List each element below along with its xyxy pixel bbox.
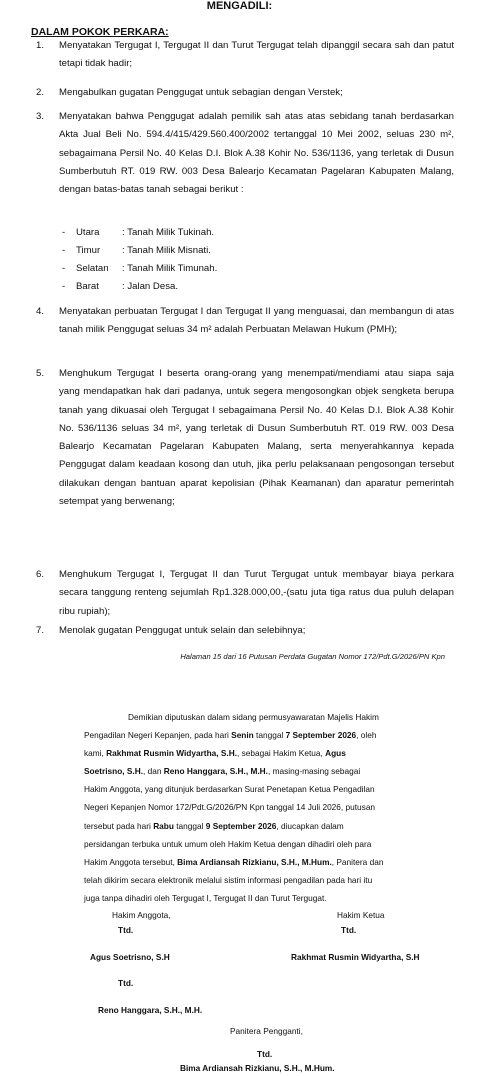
- anggota2-name: Reno Hanggara, S.H., M.H.: [98, 1005, 203, 1015]
- page-footer: Halaman 15 dari 16 Putusan Perdata Gugatan Nomor 172/Pdt.G/2026/PN Kpn: [180, 652, 445, 661]
- boundary-item: - Selatan : Tanah Milik Timunah.: [62, 263, 218, 274]
- page-title: MENGADILI:: [206, 0, 273, 12]
- item-number: 6.: [36, 569, 45, 580]
- ttd-anggota1: Ttd.: [118, 925, 134, 935]
- item-number: 4.: [36, 306, 45, 317]
- hakim-ketua-label: Hakim Ketua: [337, 910, 385, 920]
- item-number: 7.: [36, 625, 45, 636]
- item-number: 1.: [36, 40, 45, 51]
- panitera-name: Bima Ardiansah Rizkianu, S.H., M.Hum.: [180, 1063, 335, 1073]
- section-heading: DALAM POKOK PERKARA:: [31, 26, 169, 38]
- closing-paragraph: Demikian diputuskan dalam sidang permusyawaratan Majelis Hakim Pengadilan Negeri Kepanjen, pada hari Senin tanggal 7 September 2026, oleh kami, Rakhmat Rusmin Widyartha, S.H., sebagai Hakim Ketua, Agus Soetrisno, S.H., dan Reno Hanggara, S.H., M.H., masing-masing sebagai Hakim Anggota, yang ditunjuk berdasarkan Surat Penetapan Ketua Pengadilan Negeri Kepanjen Nomor 172/Pdt.G/2026/PN Kpn tanggal 14 Juli 2026, putusan tersebut pada hari Rabu tanggal 9 September 2026, diucapkan dalam persidangan terbuka untuk umum oleh Hakim Ketua dengan dihadiri oleh para Hakim Anggota tersebut, Bima Ardiansah Rizkianu, S.H., M.Hum., Panitera dan telah dikirim secara elektronik melalui sistim informasi pengadilan pada hari itu juga tanpa dihadiri oleh Tergugat I, Tergugat II dan Turut Tergugat.: [84, 712, 384, 903]
- item-number: 3.: [36, 111, 45, 122]
- item-text: Menghukum Tergugat I beserta orang-orang yang menempati/mendiami atau siapa saja yang mendapatkan hak dari padanya, untuk segera mengosongkan objek sengketa berupa tanah yang dikuasai oleh Tergugat I sebagaimana Persil No. 40 Kelas D.I. Blok A.38 Kohir No. 536/1136 seluas 34 m², yang terletak di Dusun Sumberbutuh RT. 019 RW. 003 Desa Balearjo Kecamatan Pagelaran Kabupaten Malang, serta menyerahkannya kepada Penggugat dalam keadaan kosong dan utuh, jika perlu pelaksanaan pengosongan tersebut dilakukan dengan bantuan aparat kepolisian (Pihak Keamanan) dan aparatur pemerintah setempat yang berwenang;: [59, 368, 454, 508]
- item-number: 5.: [36, 368, 45, 379]
- boundary-list: [62, 224, 217, 296]
- hakim-anggota-label: Hakim Anggota,: [112, 910, 171, 920]
- ttd-anggota2: Ttd.: [118, 978, 134, 988]
- anggota1-name: Agus Soetrisno, S.H: [90, 952, 170, 962]
- item-text: Menyatakan Tergugat I, Tergugat II dan Turut Tergugat telah dipanggil secara sah dan patut tetapi tidak hadir;: [59, 40, 454, 70]
- item-text: Menyatakan bahwa Penggugat adalah pemilik sah atas atas sebidang tanah berdasarkan Akta Jual Beli No. 594.4/415/429.560.400/2002 tertanggal 10 Mei 2002, seluas 230 m², sebagaimana Persil No. 40 Kelas D.I. Blok A.38 Kohir No. 536/1136, yang terletak di Dusun Sumberbutuh RT. 019 RW. 003 Desa Balearjo Kecamatan Pagelaran Kabupaten Malang, dengan batas-batas tanah sebagai berikut :: [59, 111, 454, 196]
- item-number: 2.: [36, 87, 45, 98]
- boundary-item: - Utara : Tanah Milik Tukinah.: [62, 227, 215, 238]
- ketua-name: Rakhmat Rusmin Widyartha, S.H: [291, 952, 420, 962]
- boundary-item: - Barat : Jalan Desa.: [62, 281, 178, 292]
- item-text: Menyatakan perbuatan Tergugat I dan Tergugat II yang menguasai, dan membangun di atas tanah milik Penggugat seluas 34 m² adalah Perbuatan Melawan Hukum (PMH);: [59, 306, 454, 336]
- boundary-item: - Timur : Tanah Milik Misnati.: [62, 245, 211, 256]
- panitera-label: Panitera Pengganti,: [230, 1026, 303, 1036]
- item-text: Mengabulkan gugatan Penggugat untuk sebagian dengan Verstek;: [59, 87, 343, 98]
- item-text: Menolak gugatan Penggugat untuk selain dan selebihnya;: [59, 625, 306, 636]
- ttd-panitera: Ttd.: [257, 1049, 273, 1059]
- ttd-ketua: Ttd.: [341, 925, 357, 935]
- item-text: Menghukum Tergugat I, Tergugat II dan Turut Tergugat untuk membayar biaya perkara secara tanggung renteng sejumlah Rp1.328.000,00,-(satu juta tiga ratus dua puluh delapan ribu rupiah);: [59, 569, 454, 617]
